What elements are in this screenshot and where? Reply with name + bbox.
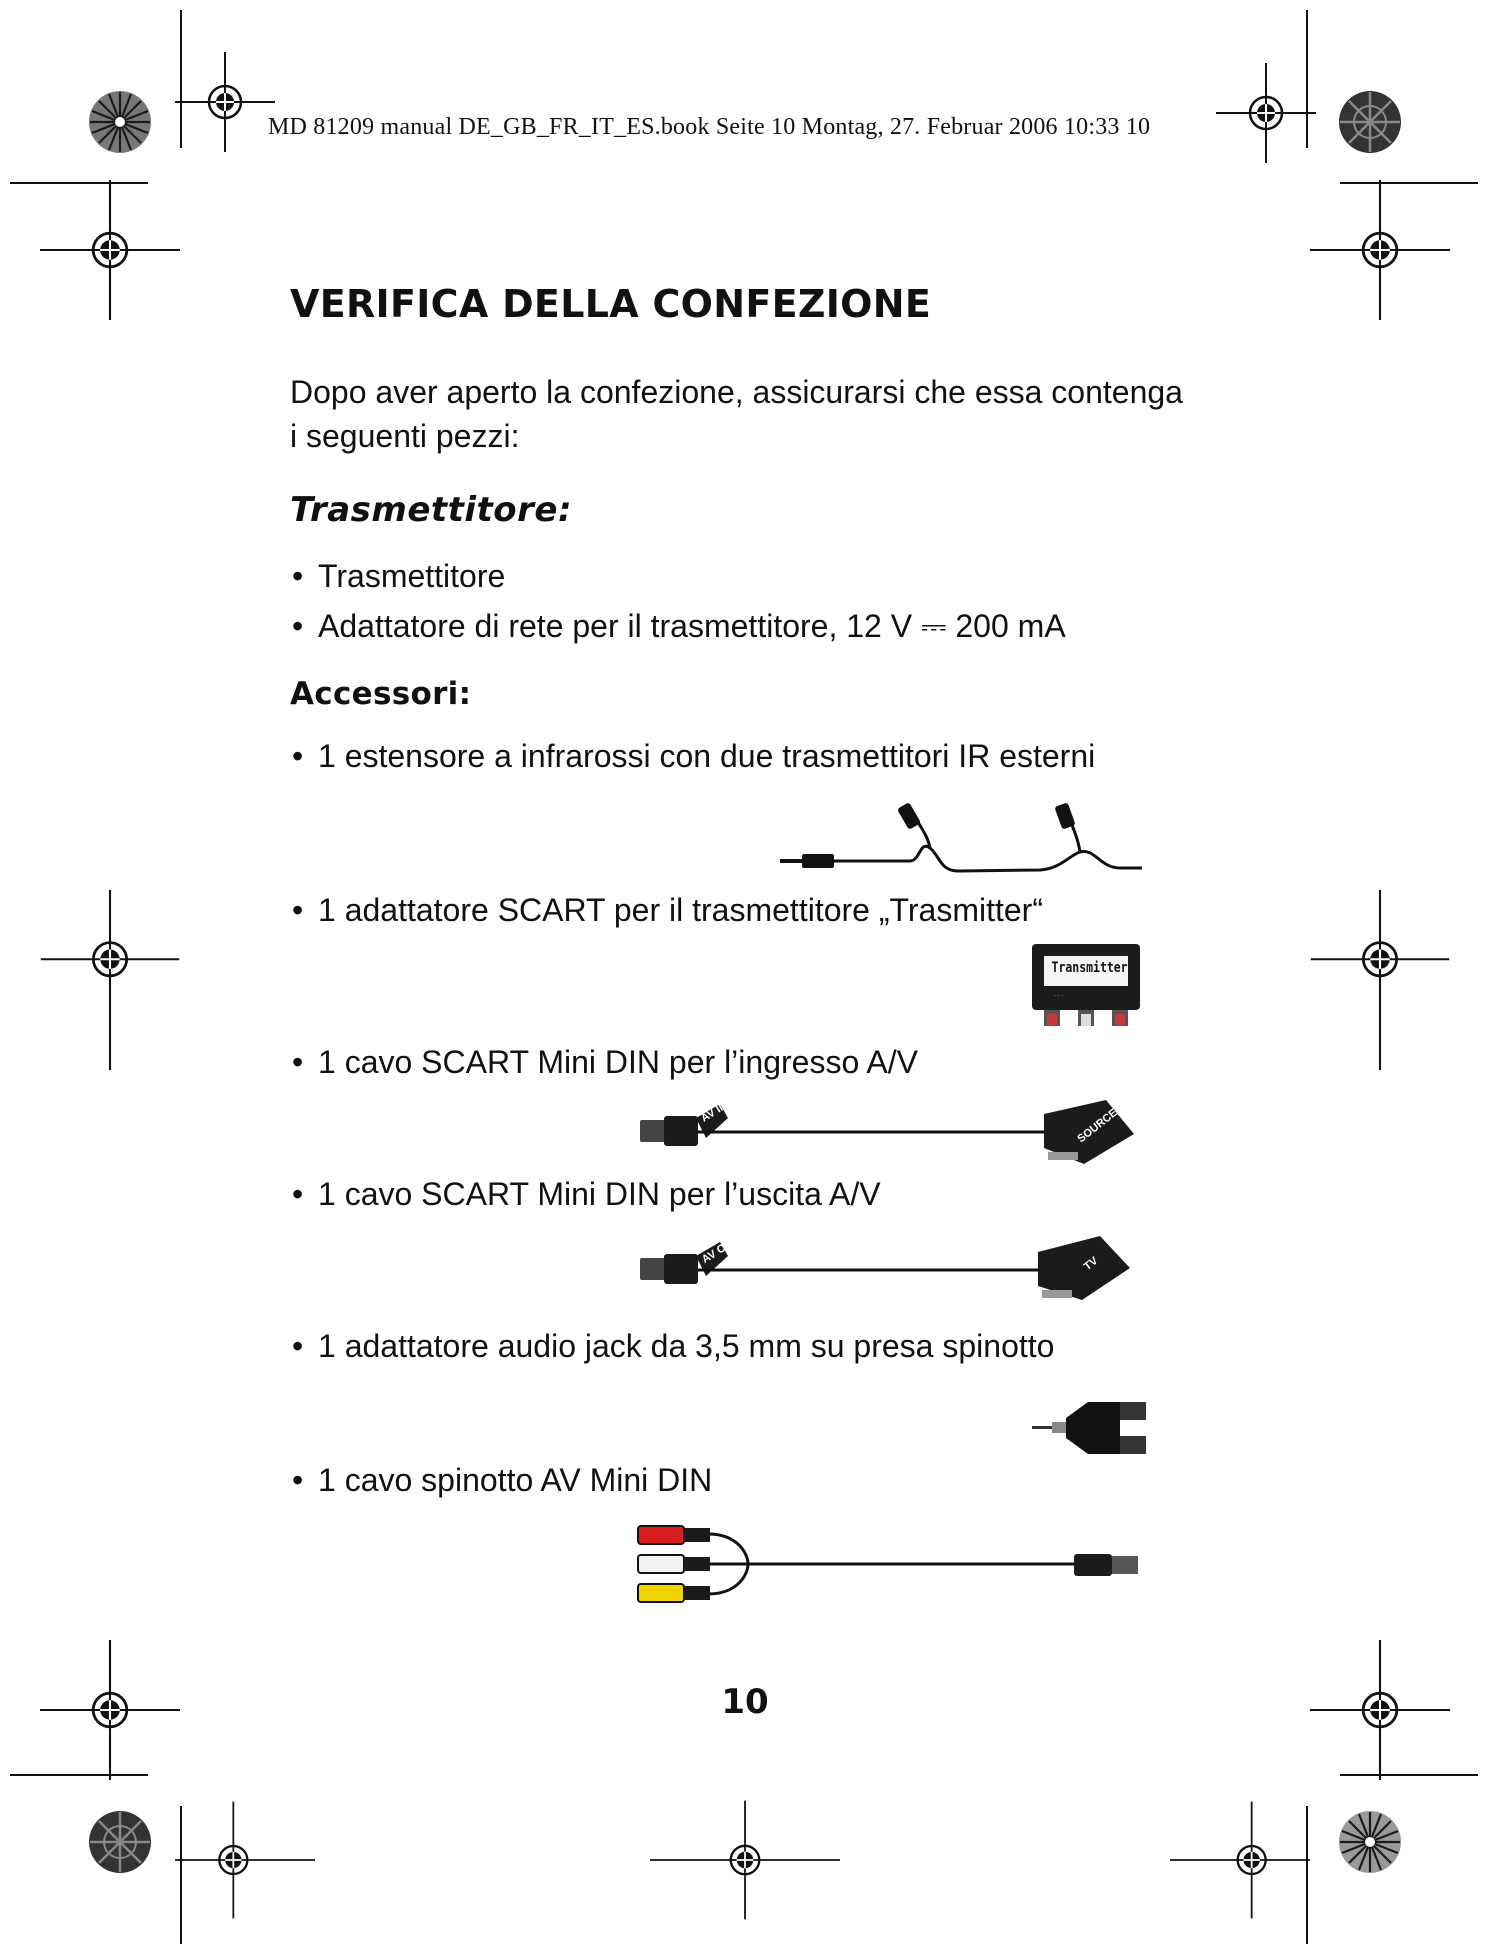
transmitter-heading: Trasmettitore: [290,490,573,530]
rca-plug-red [638,1526,710,1544]
crosshair-mark-icon [650,1800,840,1920]
rca-mini-din-cable-illustration [628,1514,1148,1614]
bullet-icon: • [292,558,304,594]
crosshair-mark-icon [175,1800,315,1920]
scart-mini-din-out-cable-illustration [636,1234,1136,1308]
list-item [292,1044,918,1081]
tv-label: TV [1081,1254,1101,1274]
audio-jack-adapter-illustration [1032,1396,1152,1460]
list-item-text: 1 adattatore SCART per il trasmettitore „Trasmitter“ [318,892,1043,928]
page-number: 10 [721,1682,769,1722]
bullet-icon: • [292,1176,304,1212]
list-item [292,558,505,595]
av-in-label: AV IN [698,1099,730,1125]
print-slug: MD 81209 manual DE_GB_FR_IT_ES.book Seite 10 Montag, 27. Februar 2006 10:33 10 [268,114,1151,140]
bullet-icon: • [292,1044,304,1080]
bullet-icon: • [292,608,304,644]
list-item-text: 1 estensore a infrarossi con due trasmettitori IR esterni [318,738,1096,774]
rca-plug-yellow [638,1584,710,1602]
bullet-icon: • [292,892,304,928]
star-target-icon [1338,90,1402,154]
crosshair-mark-icon [175,52,275,152]
rca-plug-white [638,1555,710,1573]
star-target-icon [1338,1810,1402,1874]
star-target-icon [88,1810,152,1874]
bullet-icon: • [292,1328,304,1364]
scart-adapter-illustration [1030,940,1142,1032]
list-item [292,1176,881,1213]
list-item [292,738,1095,775]
scart-adapter-label: Transmitter [1051,960,1128,976]
accessories-heading: Accessori: [290,676,472,712]
section-title [290,282,931,326]
crosshair-mark-icon [1216,63,1316,163]
list-item-text: Adattatore di rete per il trasmettitore, 12 V ⎓ 200 mA [318,608,1066,644]
list-item-text: 1 cavo SCART Mini DIN per l’uscita A/V [318,1176,881,1212]
bullet-icon: • [292,1462,304,1498]
intro-paragraph: Dopo aver aperto la confezione, assicurarsi che essa contenga i seguenti pezzi: [290,374,1183,454]
ir-extender-illustration [780,800,1150,880]
crosshair-mark-icon [40,180,180,320]
list-item [292,608,1066,646]
crosshair-mark-icon [1310,1640,1450,1780]
list-item-text: 1 cavo SCART Mini DIN per l’ingresso A/V [318,1044,918,1080]
crosshair-mark-icon [1310,180,1450,320]
source-label: SOURCE [1075,1106,1120,1146]
star-target-icon [88,90,152,154]
list-item [292,892,1043,929]
list-item-text: 1 adattatore audio jack da 3,5 mm su presa spinotto [318,1328,1055,1364]
crosshair-mark-icon [1310,890,1450,1070]
crosshair-mark-icon [40,1640,180,1780]
list-item-text: Trasmettitore [318,558,506,594]
scart-mini-din-in-cable-illustration [636,1096,1136,1170]
crosshair-mark-icon [40,890,180,1070]
list-item-text: 1 cavo spinotto AV Mini DIN [318,1462,713,1498]
bullet-icon: • [292,738,304,774]
section-title-text: VERIFICA DELLA CONFEZIONE [290,282,932,326]
crosshair-mark-icon [1170,1800,1310,1920]
list-item [292,1462,712,1499]
list-item [292,1328,1054,1365]
svg-text:· · ·: · · · [1054,993,1064,1000]
av-out-label: AV OUT [699,1234,741,1266]
